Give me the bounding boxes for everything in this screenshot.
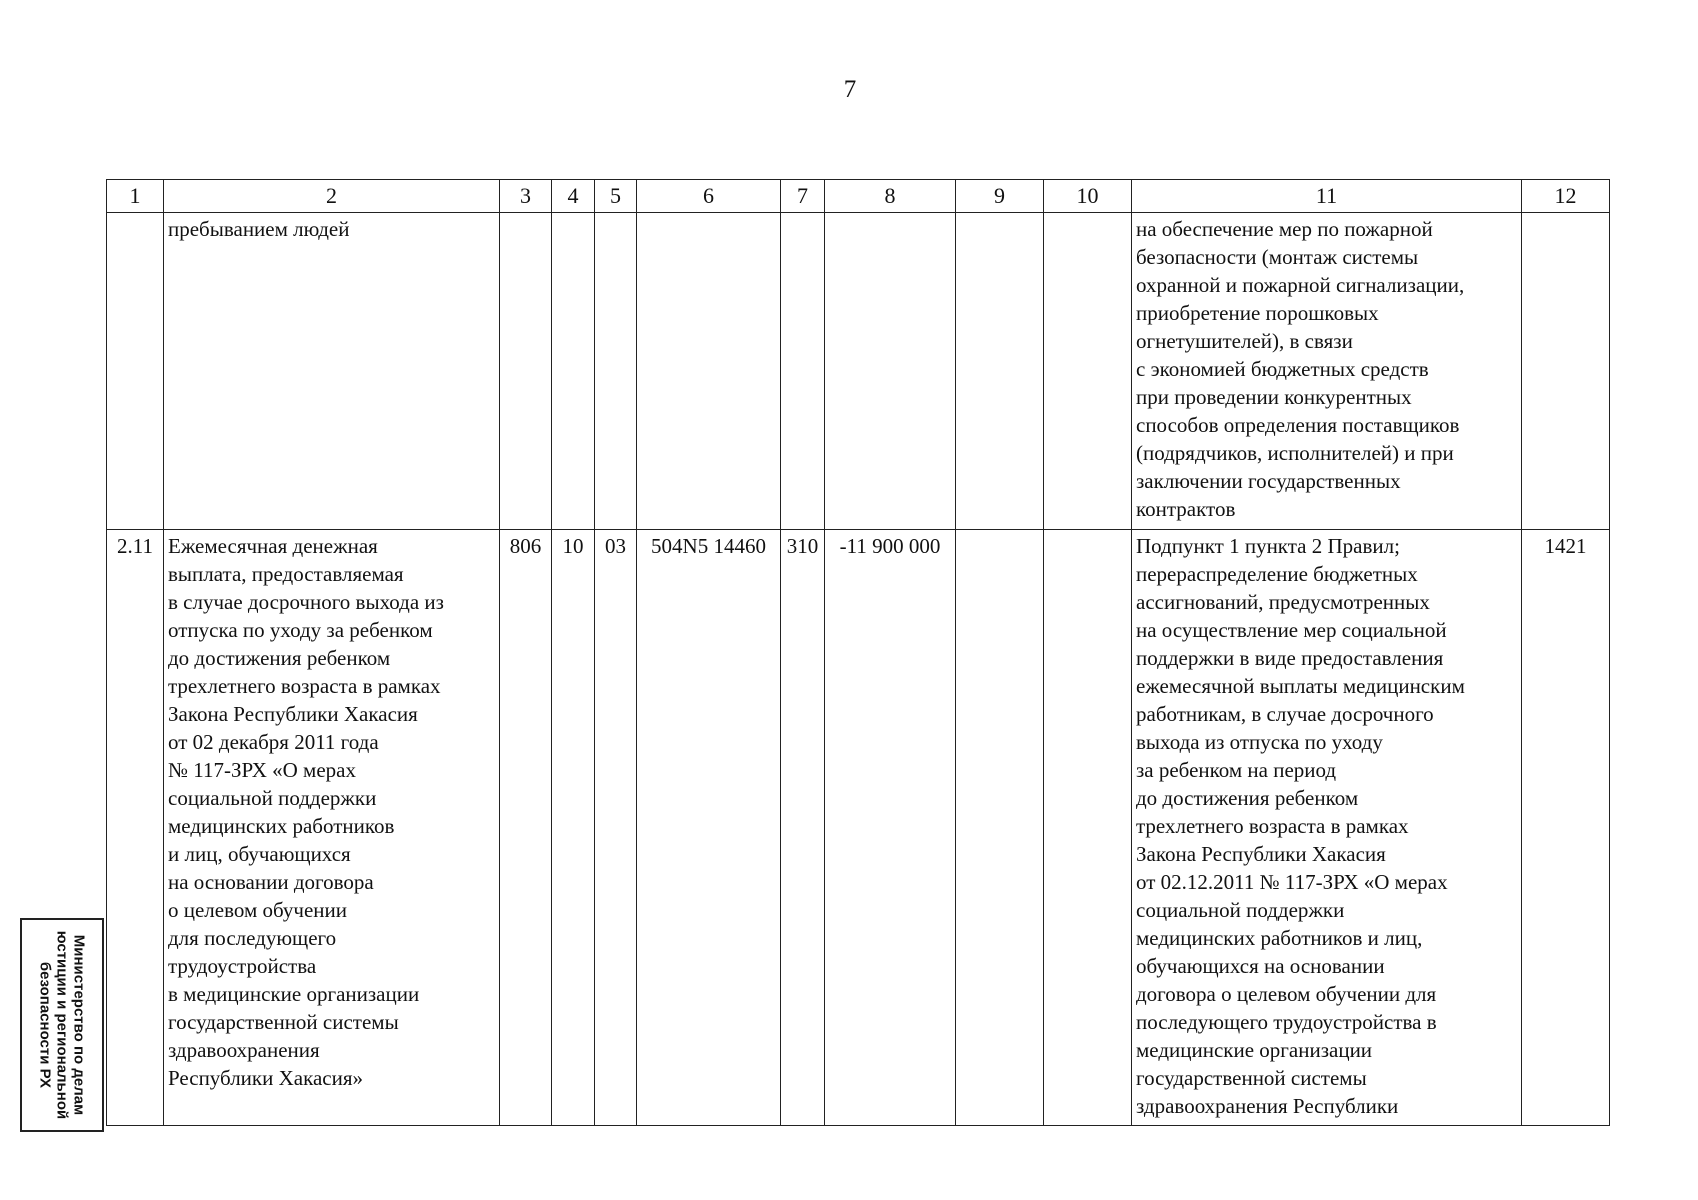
table-cell: 10 (552, 530, 595, 1126)
header-cell: 10 (1044, 180, 1132, 213)
header-cell: 12 (1522, 180, 1610, 213)
table-cell (595, 213, 637, 530)
allocation-table (106, 179, 1610, 1126)
justification-cell: Подпункт 1 пункта 2 Правил; перераспределение бюджетных ассигнований, предусмотренных на осуществление мер социальной поддержки в виде предоставления ежемесячной выплаты медицинским работникам, в случае досрочного выхода из отпуска по уходу за ребенком на период до достижения ребенком трехлетнего возраста в рамках Закона Республики Хакасия от 02.12.2011 № 117-ЗРХ «О мерах социальной поддержки медицинских работников и лиц, обучающихся на основании договора о целевом обучении для последующего трудоустройства в медицинские организации государственной системы здравоохранения Республики (1132, 530, 1522, 1126)
header-cell: 9 (956, 180, 1044, 213)
amount-cell: -11 900 000 (825, 530, 956, 1126)
table-cell (500, 213, 552, 530)
header-cell: 2 (164, 180, 500, 213)
page-number: 7 (843, 76, 857, 103)
table-cell (956, 213, 1044, 530)
header-cell: 7 (781, 180, 825, 213)
header-cell: 5 (595, 180, 637, 213)
header-cell: 6 (637, 180, 781, 213)
table-cell (956, 530, 1044, 1126)
header-cell: 3 (500, 180, 552, 213)
code-cell: 1421 (1522, 530, 1610, 1126)
header-cell: 8 (825, 180, 956, 213)
table-cell (552, 213, 595, 530)
description-cell: Ежемесячная денежная выплата, предоставляемая в случае досрочного выхода из отпуска по уходу за ребенком до достижения ребенком трехлетнего возраста в рамках Закона Республики Хакасия от 02 декабря 2011 года № 117-ЗРХ «О мерах социальной поддержки медицинских работников и лиц, обучающихся на основании договора о целевом обучении для последующего трудоустройства в медицинские организации государственной системы здравоохранения Республики Хакасия» (164, 530, 500, 1126)
table-cell: 310 (781, 530, 825, 1126)
table-row (107, 530, 1610, 1126)
row-number-cell (107, 213, 164, 530)
code-cell (1522, 213, 1610, 530)
description-cell: пребыванием людей (164, 213, 500, 530)
table-row (107, 213, 1610, 530)
header-cell: 11 (1132, 180, 1522, 213)
header-cell: 4 (552, 180, 595, 213)
row-number-cell: 2.11 (107, 530, 164, 1126)
table-cell: 504N5 14460 (637, 530, 781, 1126)
header-cell: 1 (107, 180, 164, 213)
header-row (107, 180, 1610, 213)
stamp-text: Министерство по делам юстиции и региональной безопасности РХ (36, 930, 88, 1120)
table-cell (1044, 213, 1132, 530)
table-cell (781, 213, 825, 530)
table-cell: 03 (595, 530, 637, 1126)
table-cell (825, 213, 956, 530)
table-cell: 806 (500, 530, 552, 1126)
justification-cell: на обеспечение мер по пожарной безопасности (монтаж системы охранной и пожарной сигнализации, приобретение порошковых огнетушителей), в связи с экономией бюджетных средств при проведении конкурентных способов определения поставщиков (подрядчиков, исполнителей) и при заключении государственных контрактов (1132, 213, 1522, 530)
table-cell (637, 213, 781, 530)
table-cell (1044, 530, 1132, 1126)
ministry-stamp (20, 918, 104, 1132)
